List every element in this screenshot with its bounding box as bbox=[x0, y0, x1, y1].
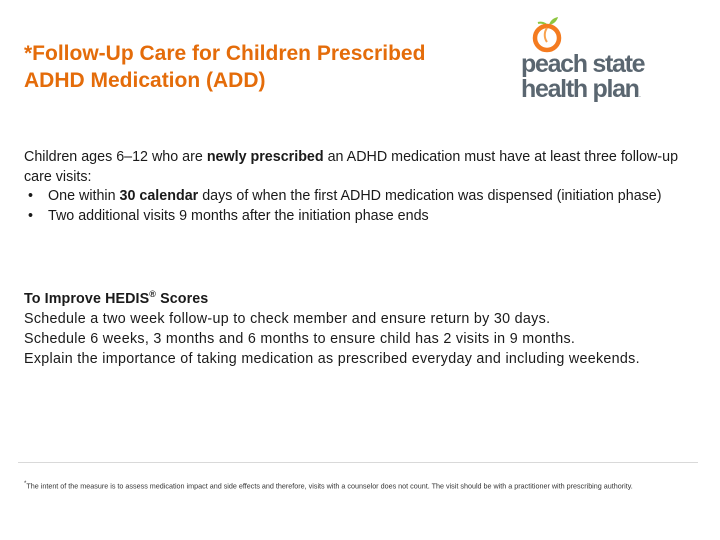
hedis-heading-end: Scores bbox=[156, 290, 209, 307]
hedis-heading bbox=[24, 284, 684, 309]
logo-trademark: . bbox=[639, 92, 641, 99]
footnote bbox=[24, 479, 684, 491]
page-title bbox=[24, 40, 504, 94]
intro-text: Children ages 6–12 who are bbox=[24, 149, 207, 165]
intro-emphasis: newly prescribed bbox=[206, 149, 324, 165]
title-line-1: *Follow-Up Care for Children Prescribed bbox=[24, 42, 426, 65]
hedis-tips bbox=[24, 284, 684, 369]
bullet-text: Two additional visits 9 months after the initiation phase ends bbox=[48, 207, 429, 224]
footnote-text: The intent of the measure is to assess medication impact and side effects and therefore, visits with a counselor does not count. The visit should be with a practitioner with prescribing authority. bbox=[26, 481, 633, 491]
measure-description bbox=[24, 148, 684, 226]
footnote-marker: * bbox=[24, 481, 27, 487]
list-item bbox=[24, 187, 684, 207]
hedis-tip: Schedule 6 weeks, 3 months and 6 months to ensure child has 2 visits in 9 months. bbox=[24, 330, 576, 347]
bullet-marker: • bbox=[28, 207, 34, 224]
bullet-emphasis: 30 calendar bbox=[119, 188, 199, 204]
logo-text-line-2: health plan bbox=[521, 75, 639, 103]
bullet-text-end: days of when the first ADHD medication was dispensed (initiation phase) bbox=[198, 188, 662, 204]
peach-icon bbox=[529, 16, 569, 54]
title-line-2: ADHD Medication (ADD) bbox=[24, 69, 266, 92]
footnote-divider bbox=[18, 462, 698, 463]
registered-mark: ® bbox=[149, 289, 156, 299]
intro-text-end: an ADHD medication must have at least three follow-up care visits: bbox=[24, 149, 679, 185]
hedis-tip: Explain the importance of taking medication as prescribed everyday and including weekends. bbox=[24, 350, 640, 367]
list-item bbox=[24, 207, 684, 227]
hedis-tip: Schedule a two week follow-up to check member and ensure return by 30 days. bbox=[24, 310, 551, 327]
bullet-marker: • bbox=[28, 188, 34, 204]
visit-requirements-list bbox=[24, 187, 684, 226]
logo-text-line-1: peach state bbox=[521, 50, 645, 78]
peach-state-health-plan-logo bbox=[517, 16, 647, 106]
hedis-heading-text: To Improve HEDIS bbox=[24, 290, 150, 307]
intro-paragraph bbox=[24, 148, 684, 187]
bullet-text: One within bbox=[48, 188, 120, 204]
